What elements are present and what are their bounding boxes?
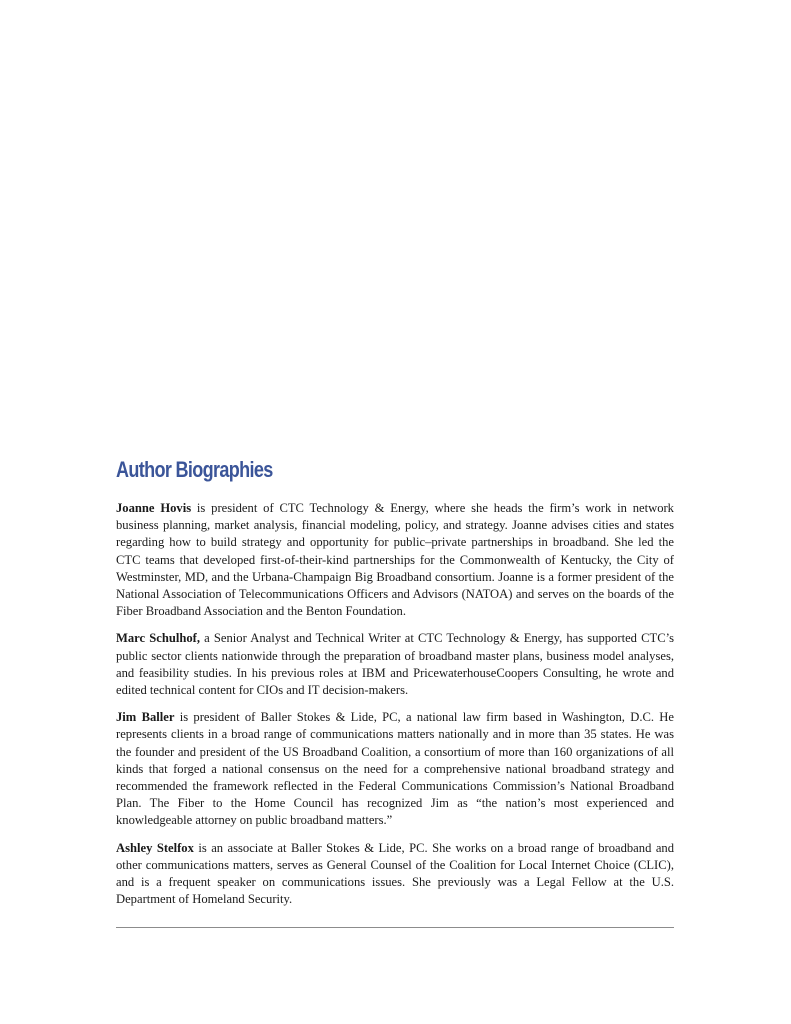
section-heading: Author Biographies	[116, 457, 273, 482]
footer-divider	[116, 927, 674, 928]
bio-text: is president of CTC Technology & Energy, where she heads the firm’s work in network business planning, market analysis, financial modeling, policy, and strategy. Joanne advises cities and states regarding how to build strategy and opportunity for public–private partnerships in broadband. She led the CTC teams that developed first-of-their-kind partnerships for the Commonwealth of Kentucky, the City of Westminster, MD, and the Urbana-Champaign Big Broadband consortium. Joanne is a former president of the National Association of Telecommunications Officers and Advisors (NATOA) and serves on the boards of the Fiber Broadband Association and the Benton Foundation.	[116, 501, 674, 619]
bio-jim-baller	[116, 709, 674, 829]
bio-text: is president of Baller Stokes & Lide, PC, a national law firm based in Washington, D.C. He represents clients in a broad range of communications matters nationally and in more than 35 states. He was the founder and president of the US Broadband Coalition, a consortium of more than 160 organizations of all kinds that forged a national consensus on the need for a comprehensive national broadband strategy and recommended the framework reflected in the Federal Communications Commission’s National Broadband Plan. The Fiber to the Home Council has recognized Jim as “the nation’s most experienced and knowledgeable attorney on public broadband matters.”	[116, 710, 674, 828]
bio-name: Marc Schulhof,	[116, 631, 201, 646]
bio-joanne-hovis	[116, 500, 674, 620]
bio-text: is an associate at Baller Stokes & Lide, PC. She works on a broad range of broadband and other communications matters, serves as General Counsel of the Coalition for Local Internet Choice (CLIC), and is a frequent speaker on communications issues. She previously was a Legal Fellow at the U.S. Department of Homeland Security.	[116, 840, 674, 907]
bio-text: a Senior Analyst and Technical Writer at CTC Technology & Energy, has supported CTC’s public sector clients nationwide through the preparation of broadband master plans, business model analyses, and feasibility studies. In his previous roles at IBM and PricewaterhouseCoopers Consulting, he wrote and edited technical content for CIOs and IT decision-makers.	[116, 631, 675, 698]
bio-name: Ashley Stelfox	[116, 840, 194, 855]
bio-ashley-stelfox	[116, 840, 674, 909]
bio-name: Jim Baller	[116, 710, 175, 725]
bio-marc-schulhof	[116, 630, 674, 699]
bio-name: Joanne Hovis	[116, 501, 192, 515]
biographies-list	[116, 500, 674, 918]
